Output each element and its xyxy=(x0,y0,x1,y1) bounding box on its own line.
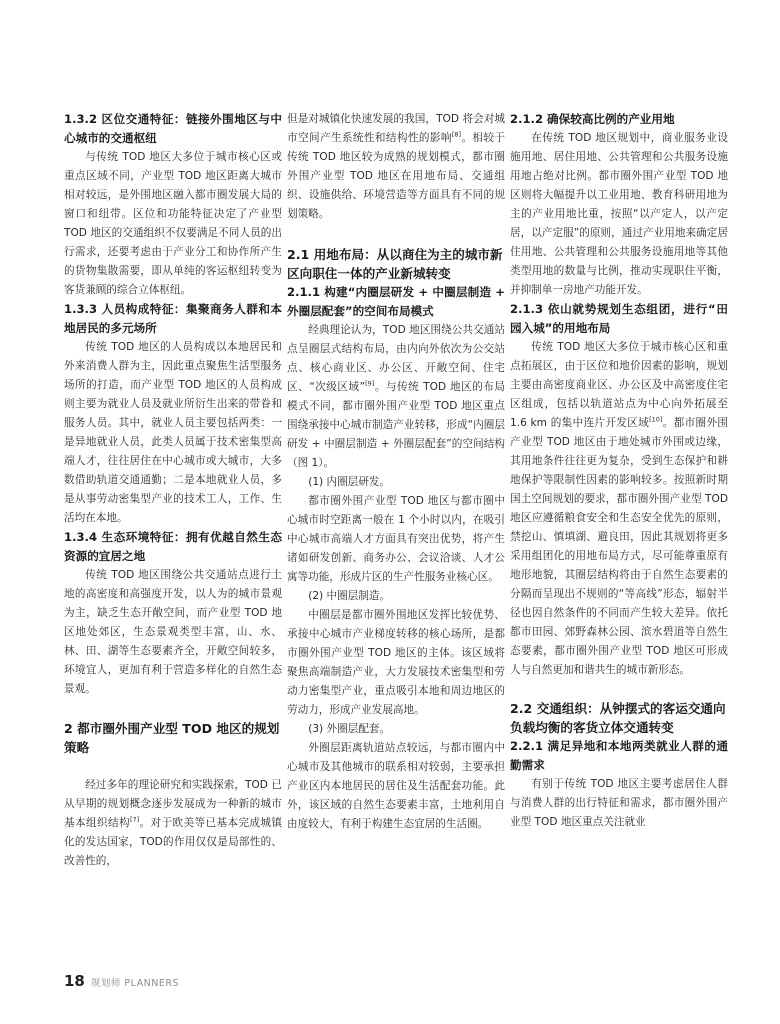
column-1 xyxy=(64,110,282,871)
citation-ref[interactable]: [9] xyxy=(365,379,375,388)
paragraph xyxy=(510,338,728,680)
heading-2-2-1: 2.2.1 满足异地和本地两类就业人群的通勤需求 xyxy=(510,739,728,772)
text-run: 经过多年的理论研究和实践探索，TOD 已从早期的规划概念逐步发展成为一种新的城市基本组织结构 xyxy=(64,779,282,829)
paragraph: 传统 TOD 地区围绕公共交通站点进行土地的高密度和高强度开发，以人为的城市景观为主，缺乏生态开敞空间，而产业型 TOD 地区地处郊区，生态景观类型丰富，山、水、林、田、湖等生态要素齐全，开敞空间较多，环境宜人，更加有利于营造多样化的自然生态景观。 xyxy=(64,569,282,695)
citation-ref[interactable]: [8] xyxy=(451,130,462,139)
heading-1-3-4: 1.3.4 生态环境特征：拥有优越自然生态资源的宜居之地 xyxy=(64,530,282,563)
page-number: 18 xyxy=(64,972,85,990)
heading-1-3-2: 1.3.2 区位交通特征：链接外围地区与中心城市的交通枢纽 xyxy=(64,112,282,145)
text-run: 。都市圈外围产业型 TOD 地区由于地处城市外围或边缘，其用地条件往往更为复杂，受到生态保护和耕地保护等限制性因素的影响较多。按照新时期国土空间规划的要求，都市圈外围产业型 TOD 地区应遵循粮食安全和生态安全优先的原则，禁挖山、慎填湖、避良田，因此其规划将更多采用组团化的用地布局方式，尽可能尊重原有地形地貌，其圈层结构将由于自然生态要素的分隔而呈现出不规则的“等高线”形态，辐射半径也因自然条件的不同而产生较大差异。依托都市田园、郊野森林公园、滨水碧道等自然生态要素，都市圈外围产业型 TOD 地区可形成人与自然更加和谐共生的城市新形态。 xyxy=(510,417,728,676)
paragraph: 传统 TOD 地区的人员构成以本地居民和外来消费人群为主，因此重点聚焦生活型服务场所的打造，而产业型 TOD 地区的人员构成则主要为就业人员及就业所衍生出来的带眷和服务人员。其中，就业人员主要包括两类：一是异地就业人员，此类人员属于技术密集型高端人才，往往居住在中心城市或大城市，大多数借助轨道交通通勤；二是本地就业人员，多是从事劳动密集型产业的技术工人，工作、生活均在本地。 xyxy=(64,341,282,524)
paragraph: 与传统 TOD 地区大多位于城市核心区或重点区域不同，产业型 TOD 地区距离大城市相对较远，是外围地区融入都市圈发展大局的窗口和纽带。区位和功能特征决定了产业型 TOD 地区的交通组织不仅要满足不同人员的出行需求，还要考虑由于产业分工和协作所产生的货物集散需要，即从单纯的客运枢纽转变为客货兼顾的综合立体枢纽。 xyxy=(64,151,282,296)
paragraph: 外圈层距离轨道站点较远，与都市圈内中心城市及其他城市的联系相对较弱，主要承担产业区内本地居民的居住及生活配套功能。此外，该区域的自然生态要素丰富，土地利用自由度较大，有利于构建生态宜居的生活圈。 xyxy=(287,742,505,830)
heading-2-1-1: 2.1.1 构建“内圈层研发 + 中圈层制造 + 外圈层配套”的空间布局模式 xyxy=(287,285,505,318)
text-run: 但是对城镇化快速发展的我国，TOD 将会对城市空间产生系统性和结构性的影响 xyxy=(287,113,505,144)
column-2 xyxy=(287,110,505,834)
paragraph xyxy=(64,776,282,871)
paragraph: 在传统 TOD 地区规划中，商业服务业设施用地、居住用地、公共管理和公共服务设施用地占绝对比例。都市圈外围产业型 TOD 地区则将大幅提升以工业用地、教育科研用地为主的产业用地比重，按照“以产定人，以产定居，以产定服”的原则，通过产业用地来确定居住用地、公共管理和公共服务设施用地等其他类型用地的数量与比例，推动实现职住平衡，并抑制单一房地产功能开发。 xyxy=(510,132,728,296)
text-run: 经典理论认为，TOD 地区围绕公共交通站点呈圈层式结构布局，由内向外依次为公交站点、核心商业区、办公区、开敞空间、住宅区、“次级区域” xyxy=(287,324,505,393)
column-3 xyxy=(510,110,728,832)
heading-2-1-3: 2.1.3 依山就势规划生态组团，进行“田园入城”的用地布局 xyxy=(510,302,728,335)
journal-name: 规划师 PLANNERS xyxy=(90,978,179,989)
citation-ref[interactable]: [10] xyxy=(649,415,663,424)
page-footer xyxy=(64,972,179,990)
paragraph: 都市圈外围产业型 TOD 地区与都市圈中心城市时空距离一般在 1 个小时以内，在吸引中心城市高端人才方面具有突出优势，将产生诸如研发创新、商务办公、会议洽谈、人才公寓等功能，形成片区的生产性服务业核心区。 xyxy=(287,495,505,583)
list-item-label: (1) 内圈层研发。 xyxy=(308,476,391,488)
heading-2: 2 都市圈外围产业型 TOD 地区的规划策略 xyxy=(64,721,280,755)
heading-2-1-2: 2.1.2 确保较高比例的产业用地 xyxy=(510,112,675,126)
heading-2-1: 2.1 用地布局：从以商住为主的城市新区向职住一体的产业新城转变 xyxy=(287,247,503,281)
text-run: 。对于欧美等已基本完成城镇化的发达国家，TOD的作用仅仅是局部性的、改善性的， xyxy=(64,817,283,867)
text-run: 。相较于传统 TOD 地区较为成熟的规划模式，都市圈外围产业型 TOD 地区在用地布局、交通组织、设施供给、环境营造等方面具有不同的规划策略。 xyxy=(287,132,506,220)
text-run: 传统 TOD 地区大多位于城市核心区和重点拓展区，由于区位和地价因素的影响，规划主要由高密度商业区、办公区及中高密度住宅区组成，包括以轨道站点为中心向外拓展至 1.6 km 的集中连片开发区域 xyxy=(510,341,728,429)
citation-ref[interactable]: [7] xyxy=(129,815,140,824)
text-run: 。与传统 TOD 地区的布局模式不同，都市圈外围产业型 TOD 地区重点围绕承接中心城市制造产业转移，形成“内圈层研发 + 中圈层制造 + 外圈层配套”的空间结构（图 1）。 xyxy=(287,381,506,469)
list-item-label: (3) 外圈层配套。 xyxy=(308,723,391,735)
paragraph: 中圈层是都市圈外围地区发挥比较优势、承接中心城市产业梯度转移的核心场所，是都市圈外围产业型 TOD 地区的主体。该区域将聚焦高端制造产业，大力发展技术密集型和劳动力密集型产业，重点吸引本地和周边地区的劳动力，形成产业发展高地。 xyxy=(287,609,505,716)
heading-1-3-3: 1.3.3 人员构成特征：集聚商务人群和本地居民的多元场所 xyxy=(64,302,282,335)
heading-2-2: 2.2 交通组织：从钟摆式的客运交通向负载均衡的客货立体交通转变 xyxy=(510,701,726,735)
paragraph xyxy=(287,321,505,473)
list-item-label: (2) 中圈层制造。 xyxy=(308,590,391,602)
paragraph: 有别于传统 TOD 地区主要考虑居住人群与消费人群的出行特征和需求，都市圈外围产业型 TOD 地区重点关注就业 xyxy=(510,778,728,828)
paragraph xyxy=(287,110,505,224)
